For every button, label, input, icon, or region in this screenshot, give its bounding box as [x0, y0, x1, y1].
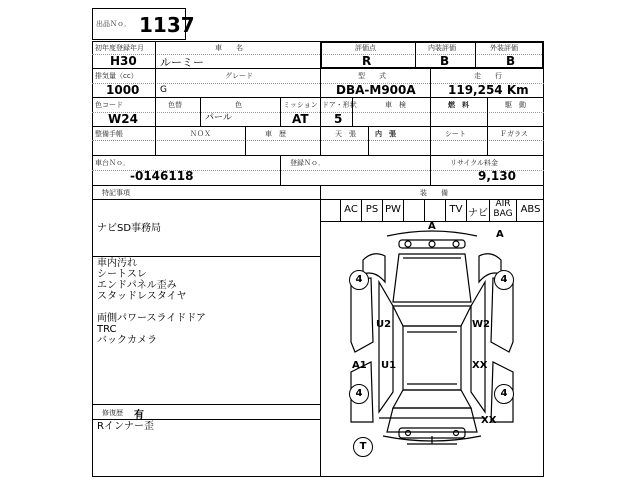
- interior-rating-value: B: [440, 54, 450, 68]
- spare-tire: T: [353, 437, 373, 457]
- equip-pw: PW: [385, 204, 401, 215]
- fuel-label: 燃 料: [448, 101, 469, 109]
- damage-right-front: A: [496, 229, 504, 240]
- tire-rear-left: 4: [349, 384, 369, 404]
- grade-label: グレード: [225, 72, 253, 80]
- door-value: 5: [334, 112, 343, 126]
- damage-left-door-u2: U2: [376, 319, 392, 330]
- model-code-label: 型 式: [358, 72, 386, 80]
- remark-line: 両側パワースライドドア: [97, 313, 206, 324]
- interior-rating-label: 内装評価: [428, 44, 456, 52]
- repair-detail: Rインナー歪: [97, 421, 154, 432]
- score-label: 評価点: [355, 44, 376, 52]
- car-name-value: ルーミー: [160, 56, 204, 69]
- equip-airbag: AIR BAG: [493, 199, 513, 219]
- lot-number-box: [92, 8, 195, 40]
- displacement-value: 1000: [106, 83, 140, 97]
- repair-history-value: 有: [134, 410, 144, 421]
- color-change-label: 色替: [168, 101, 182, 109]
- remark-line: スタッドレスタイヤ: [97, 291, 187, 302]
- damage-right-rear-xx: XX: [472, 360, 488, 371]
- chassis-number-value: -0146118: [130, 169, 194, 183]
- lot-number-label: 出品Ｎｏ．: [96, 20, 131, 28]
- equip-ac: AC: [344, 204, 358, 215]
- color-code-value: W24: [108, 112, 138, 126]
- exterior-rating-value: B: [506, 54, 516, 68]
- tire-rear-right: 4: [494, 384, 514, 404]
- ceiling-label: 天 張: [335, 130, 356, 138]
- nox-label: ＮＯＸ: [190, 130, 211, 138]
- seat-label: シート: [445, 130, 466, 138]
- remark-line: シートスレ: [97, 269, 147, 280]
- exterior-rating-label: 外装評価: [490, 44, 518, 52]
- tire-front-right: 4: [494, 270, 514, 290]
- car-damage-diagram: [321, 222, 543, 476]
- damage-left-rear-u1: U1: [381, 360, 397, 371]
- mileage-label: 走 行: [474, 72, 502, 80]
- color-label: 色: [235, 101, 242, 109]
- remark-line: バックカメラ: [97, 335, 157, 346]
- model-code-value: DBA-M900A: [336, 83, 416, 97]
- remark-line: TRC: [97, 324, 117, 335]
- damage-left-rear-a1: A1: [352, 360, 367, 371]
- recycle-fee-value: 9,130: [478, 169, 516, 183]
- equip-ps: PS: [365, 204, 379, 215]
- equipment-header: 装 備: [420, 189, 448, 197]
- recycle-fee-label: リサイクル料金: [450, 159, 499, 167]
- equip-tv: TV: [449, 204, 463, 215]
- registration-number-label: 登録Ｎｏ．: [290, 159, 325, 167]
- transmission-value: AT: [292, 112, 309, 126]
- mileage-value: 119,254 Km: [448, 83, 529, 97]
- equipment-row: [340, 199, 544, 221]
- damage-rear-bumper-xx: XX: [481, 415, 497, 426]
- first-registration-value: H30: [110, 54, 137, 68]
- inspection-label: 車 検: [385, 101, 406, 109]
- chassis-number-label: 車台Ｎｏ．: [95, 159, 130, 167]
- door-shape-label: ドア・形状: [322, 101, 357, 109]
- color-value: パール: [205, 113, 232, 123]
- car-name-label: 車 名: [215, 44, 243, 52]
- grade-value: G: [160, 85, 167, 95]
- interior-lining-label: 内 張: [375, 130, 396, 138]
- tire-front-left: 4: [349, 270, 369, 290]
- repair-history-label: 修復歴: [102, 409, 123, 417]
- car-history-label: 車 歴: [265, 130, 286, 138]
- remark-line: 車内汚れ: [97, 258, 137, 269]
- equip-abs: ABS: [520, 204, 541, 215]
- first-registration-label: 初年度登録年月: [95, 44, 144, 52]
- remarks-header: 特記事項: [102, 189, 130, 197]
- remarks-list: [97, 258, 206, 346]
- lot-number: 1137: [139, 13, 195, 37]
- maintenance-book-label: 整備手帳: [95, 130, 123, 138]
- score-value: R: [362, 54, 372, 68]
- displacement-label: 排気量（cc）: [95, 72, 138, 80]
- color-code-label: 色コード: [95, 101, 123, 109]
- drive-label: 駆 動: [505, 101, 526, 109]
- remark-line: エンドパネル歪み: [97, 280, 177, 291]
- equip-navi: ナビ: [468, 208, 488, 219]
- damage-right-door-w2: W2: [472, 319, 490, 330]
- transmission-label: ミッション: [283, 101, 318, 109]
- remark-line: [97, 302, 206, 313]
- remarks-navi: ナビSD事務局: [97, 223, 162, 234]
- front-glass-label: Ｆガラス: [500, 130, 528, 138]
- damage-front-bumper: A: [428, 221, 436, 232]
